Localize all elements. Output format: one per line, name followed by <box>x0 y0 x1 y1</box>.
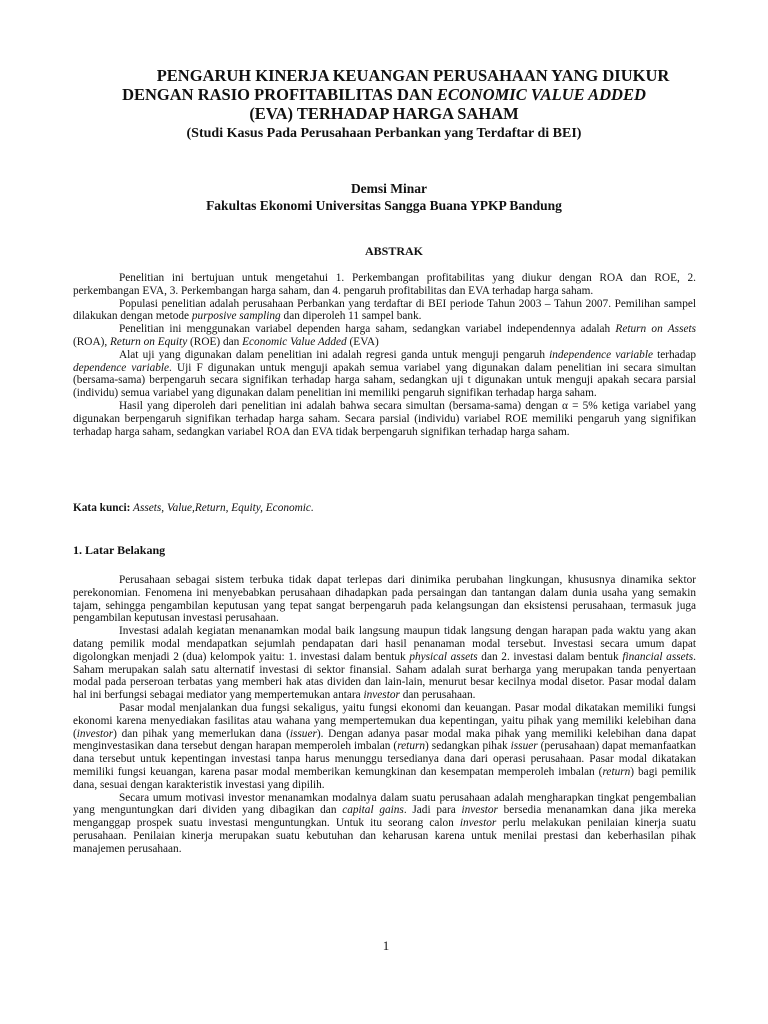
author-affiliation: Fakultas Ekonomi Universitas Sangga Buana YPKP Bandung <box>206 198 562 213</box>
text-run: (ROE) dan <box>187 335 243 348</box>
text-run: dan perusahaan. <box>399 689 476 702</box>
text-run: Alat uji yang digunakan dalam penelitian ini adalah regresi ganda untuk menguji pengaruh <box>119 348 550 361</box>
keywords-value: Assets, Value,Return, Equity, Economic. <box>130 502 314 514</box>
italic-term: Return on Equity <box>110 335 188 348</box>
paper-title <box>0 66 768 143</box>
italic-term: Economic Value Added <box>242 335 347 348</box>
keywords-label: Kata kunci: <box>73 502 131 514</box>
abstract-body <box>73 272 696 438</box>
italic-term: investor <box>459 817 497 830</box>
italic-term: dependence variable <box>73 361 170 374</box>
keywords-line <box>73 502 696 515</box>
italic-term: investor <box>363 689 400 702</box>
text-run: (EVA) <box>346 335 379 348</box>
text-run: ). Dengan adanya pasar modal maka pihak yang memiliki kelebihan dana dapat menginvestasikan dana tersebut dengan harapan memperoleh imbalan ( <box>73 727 696 753</box>
text-run: perlu melakukan penilaian kinerja suatu perusahaan. Penilaian kinerja merupakan suatu kebutuhan dan keharusan karena untuk menilai prestasi dan keberhasilan pihak manajemen perusahaan. <box>73 817 696 855</box>
italic-term: purposive sampling <box>191 310 281 323</box>
title-line-3: (EVA) TERHADAP HARGA SAHAM <box>249 104 519 123</box>
title-line-1: PENGARUH KINERJA KEUANGAN PERUSAHAAN YANG DIUKUR <box>156 66 670 85</box>
abstract-paragraph: Hasil yang diperoleh dari penelitian ini adalah bahwa secara simultan (bersama-sama) dengan α = 5% ketiga variabel yang digunakan berpengaruh signifikan terhadap harga saham. Secara parsial (individu) variabel ROE memiliki pengaruh yang signifikan terhadap harga saham, sedangkan variabel ROA dan EVA tidak berpengaruh signifikan terhadap harga saham. <box>73 399 696 438</box>
italic-term: return <box>602 765 631 778</box>
section-paragraph: Perusahaan sebagai sistem terbuka tidak dapat terlepas dari dinimika perubahan lingkungan, khususnya dinamika sektor perekonomian. Fenomena ini menyebabkan perusahaan dihadapkan pada persaingan dan tantangan dalam dunia usaha yang semakin tajam, sehingga pengambilan keputusan yang tepat sangat berpengaruh pada kelangsungan dan eksistensi perusahaan, termasuk juga pengambilan keputusan investasi perusahaan. <box>73 574 696 625</box>
abstract-heading: ABSTRAK <box>364 244 423 258</box>
italic-term: independence variable <box>549 348 653 361</box>
text-run: (perusahaan) dapat memanfaatkan dana tersebut untuk kepentingan investasi tanpa harus menunggu tersedianya dana dari operasi perusahaan. Pasar modal dikatakan memiliki fungsi keuangan, karena pasar modal memberikan kemungkinan dan kesempatan memperoleh imbalan ( <box>73 740 696 778</box>
italic-term: financial assets <box>622 650 694 663</box>
author-name: Demsi Minar <box>350 181 428 196</box>
text-run: ) bagi pemilik dana, sesuai dengan karakteristik investasi yang dipilih. <box>73 765 696 791</box>
italic-term: issuer <box>510 740 538 753</box>
italic-term: Return on Assets <box>615 323 697 336</box>
page-number: 1 <box>382 938 390 953</box>
italic-term: return <box>397 740 426 753</box>
text-run: Populasi penelitian adalah perusahaan Perbankan yang terdaftar di BEI periode Tahun 2003 – Tahun 2007. Pemilihan sampel dilakukan dengan metode <box>73 297 696 323</box>
text-run: ) dan pihak yang memerlukan dana ( <box>113 727 290 740</box>
section-heading: 1. Latar Belakang <box>73 543 166 557</box>
text-run: Investasi adalah kegiatan menanamkan modal baik langsung maupun tidak langsung dengan harapan pada waktu yang akan datang pemilik modal mendapatkan sejumlah pendapatan dari hasil penanaman modal tersebut. Investasi secara umum dapat digolongkan menjadi 2 (dua) kelompok yaitu: 1. investasi dalam bentuk <box>73 625 696 663</box>
abstract-paragraph <box>73 323 696 349</box>
author-block <box>0 180 768 214</box>
text-run: . Jadi para <box>403 804 462 817</box>
section-paragraph <box>73 625 696 702</box>
text-run: (ROA), <box>73 335 111 348</box>
text-run: dan diperoleh 11 sampel bank. <box>280 310 422 323</box>
italic-term: physical assets <box>409 650 478 663</box>
italic-term: issuer <box>289 727 317 740</box>
section-body <box>73 574 696 856</box>
paper-subtitle: (Studi Kasus Pada Perusahaan Perbankan yang Terdaftar di BEI) <box>186 126 582 141</box>
section-paragraph <box>73 702 696 792</box>
italic-term: capital gains <box>342 804 404 817</box>
text-run: terhadap <box>652 348 696 361</box>
text-run: bersedia menanamkan dana jika mereka menganggap prospek suatu investasi menguntungkan. Untuk itu seorang calon <box>73 804 696 830</box>
abstract-paragraph <box>73 349 696 400</box>
text-run: dan 2. investasi dalam bentuk <box>477 650 623 663</box>
text-run: . Saham merupakan salah satu alternatif investasi di sektor finansial. Saham adalah surat berharga yang merupakan tanda penyertaan modal pada perseroan terbatas yang memberi hak atas dividen dan lain-lain, menurut besar kecilnya modal disetor. Pasar modal dalam hal ini berfungsi sebagai mediator yang mempertemukan antara <box>73 650 696 702</box>
italic-term: investor <box>76 727 114 740</box>
text-run: Secara umum motivasi investor menanamkan modalnya dalam suatu perusahaan adalah mengharapkan tingkat pengembalian yang menguntungkan dari dividen yang dibagikan dan <box>73 791 696 817</box>
text-run: . Uji F digunakan untuk menguji apakah semua variabel yang digunakan dalam penelitian ini secara simultan (bersama-sama) berpengaruh secara signifikan terhadap harga saham, sedangkan uji t digunakan untuk menguji apakah secara parsial (individu) semua variabel yang digunakan dalam penelitian ini memiliki pengaruh signifikan terhadap harga saham. <box>73 361 696 400</box>
text-run: Penelitian ini menggunakan variabel dependen harga saham, sedangkan variabel independennya adalah <box>119 323 616 336</box>
title-line-2-italic: ECONOMIC VALUE ADDED <box>436 85 646 104</box>
title-line-2-text: DENGAN RASIO PROFITABILITAS DAN <box>122 85 437 104</box>
section-paragraph <box>73 792 696 856</box>
text-run: Pasar modal menjalankan dua fungsi sekaligus, yaitu fungsi ekonomi dan keuangan. Pasar modal dikatakan memiliki fungsi ekonomi karena menyediakan fasilitas atau wahana yang mempertemukan dua kepentingan, yaitu pihak yang memiliki kelebihan dana ( <box>73 701 696 740</box>
text-run: ) sedangkan pihak <box>425 740 511 753</box>
abstract-paragraph <box>73 298 696 324</box>
title-line-2 <box>0 85 768 104</box>
abstract-paragraph: Penelitian ini bertujuan untuk mengetahui 1. Perkembangan profitabilitas yang diukur dengan ROA dan ROE, 2. perkembangan EVA, 3. Perkembangan harga saham, dan 4. pengaruh profitabilitas dan EVA terhadap harga saham. <box>73 272 696 297</box>
italic-term: investor <box>461 804 498 817</box>
